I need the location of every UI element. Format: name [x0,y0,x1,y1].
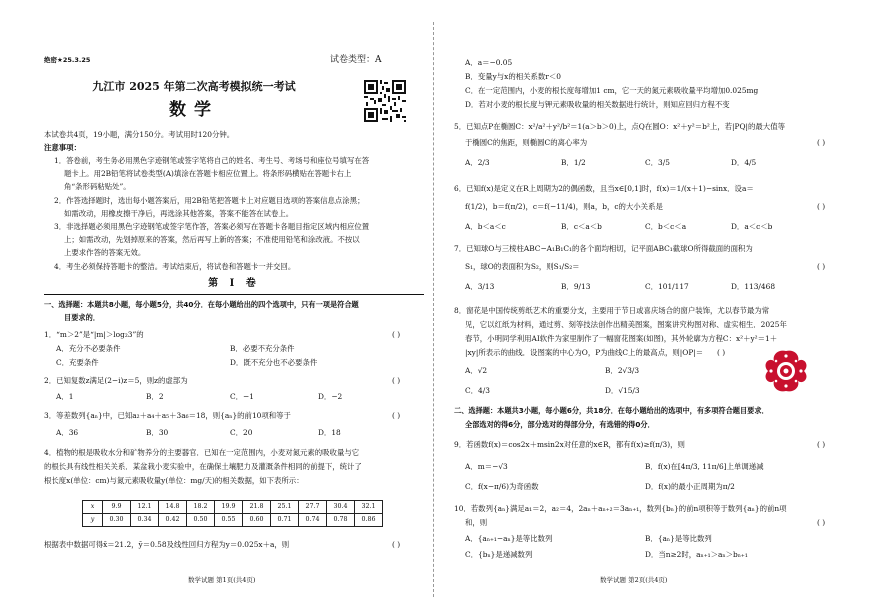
answer-paren: ( ) [817,440,826,449]
data-table [82,500,383,527]
question-6-option-a: A．b＜a＜c [465,222,506,231]
table-row-x [83,501,383,514]
question-3-option-c: C．20 [230,428,253,437]
table-header-y: y [83,514,103,527]
table-cell: 0.86 [355,514,383,527]
table-cell: 0.74 [299,514,327,527]
table-cell: 0.50 [187,514,215,527]
question-10-stem: 10．若数列{aₙ}满足a₁＝2，a₂＝4，2aₙ＋aₙ₊₂＝3aₙ₊₁，数列{bₙ}的前n项积等于数列{aₙ}的前n项 [454,504,787,513]
question-8-line: 见，它以红纸为材料，通过剪、刻等技法创作出精美图案，图案讲究构图对称、虚实相生．2025年 [465,320,787,329]
table-cell: 32.1 [355,501,383,514]
question-6-stem-cont: f(1/2)，b＝f(π/2)，c＝f(−11/4)，则a，b，c的大小关系是 [465,202,663,211]
table-cell: 30.4 [327,501,355,514]
question-1-option-d: D．既不充分也不必要条件 [230,358,318,367]
page-2 [435,0,870,615]
question-7-option-b: B．9/13 [561,282,591,291]
question-9-option-c: C．f(x−π/6)为奇函数 [465,482,539,491]
answer-paren: ( ) [817,138,826,147]
notice-line: 3．非选择题必须用黑色字迹钢笔或签字笔作答，答案必须写在答题卡各题目指定区域内相应位置 [54,222,370,231]
question-7-option-c: C．101/117 [645,282,689,291]
notice-line: 2．作答选择题时，选出每小题答案后，用2B铅笔把答题卡上对应题目选项的答案信息点涂黑； [54,196,365,205]
question-4-tail: 根据表中数据可得x̄＝21.2，ȳ＝0.58及线性回归方程为y＝0.025x＋a，则 [44,540,290,549]
table-cell: 0.60 [243,514,271,527]
intro-text: 本试卷共4页，19小题，满分150分。考试用时120分钟。 [44,130,235,139]
question-10-stem-cont: 和，则 [465,518,488,527]
notice-line: 上；如需改动，先划掉原来的答案，然后再写上新的答案；不准使用铅笔和涂改液。不按以 [64,235,360,244]
question-7-stem-cont: S₁，球O的表面积为S₂，则S₁/S₂＝ [465,262,580,271]
question-5-stem: 5．已知点P在椭圆C：x²/a²＋y²/b²＝1(a＞b＞0)上，点Q在圆O：x²＋y²＝b²上，若|PQ|的最大值等 [454,122,785,131]
answer-paren: ( ) [817,518,826,527]
table-cell: 25.1 [271,501,299,514]
notice-line: 上要求作答的答案无效。 [64,248,146,257]
question-7-stem: 7．已知球O与三棱柱ABC−A₁B₁C₁的各个面均相切，记平面ABC₁截球O所得截面的面积为 [454,244,753,253]
answer-paren: ( ) [717,348,726,357]
qr-code-icon [364,80,406,122]
subject-title: 数学 [169,100,219,120]
question-8-line: 8．窗花是中国传统剪纸艺术的重要分支，主要用于节日或喜庆场合的窗户装饰，尤以春节最为常 [454,306,770,315]
question-5-stem-cont: 于椭圆C的焦距，则椭圆C的离心率为 [465,138,588,147]
table-cell: 0.71 [271,514,299,527]
page-footer-right: 数学试题 第2页(共4页) [600,576,668,584]
question-4-option-d: D．若对小麦的根长度与钾元素吸收量的相关数据进行统计，则知应回归方程不变 [465,100,730,109]
table-cell: 19.9 [215,501,243,514]
table-cell: 0.78 [327,514,355,527]
question-8-option-b: B．2√3/3 [605,366,640,375]
question-1-stem: 1．“m＞2”是“|m|＞log₂3”的 [44,330,144,339]
question-10-option-b: B．{aₙ}是等比数列 [645,534,712,543]
question-8-option-a: A．√2 [465,366,488,375]
question-10-option-c: C．{bₙ}是递减数列 [465,550,533,559]
exam-title: 九江市 2025 年第二次高考模拟统一考试 [92,80,296,93]
question-1-option-b: B．必要不充分条件 [230,344,295,353]
question-8-option-d: D．√15/3 [605,386,640,395]
question-3-option-b: B．30 [146,428,169,437]
question-4-line: 的根长具有线性相关关系．某盆栽小麦实验中，在确保土壤肥力及灌溉条件相同的前提下，统计了 [44,462,362,471]
notice-line: 角“条形码粘贴处”。 [64,182,131,191]
question-8-line: |xy|所表示的曲线．设图案的中心为O，P为曲线C上的最高点，则|OP|＝ [465,348,704,357]
question-5-option-d: D．4/5 [731,158,757,167]
question-8-line: 春节，小明同学利用AI软件为家里制作了一幅窗花图案(如图)，其外轮廓为方程C：x²＋y²＝1＋ [465,334,778,343]
answer-paren: ( ) [392,540,401,549]
question-2-stem: 2．已知复数z满足(2−i)z＝5，则z的虚部为 [44,376,188,385]
question-3-option-a: A．36 [56,428,79,437]
question-9-option-b: B．f(x)在[4π/3, 11π/6]上单调递减 [645,462,764,471]
question-1-option-a: A．充分不必要条件 [56,344,121,353]
table-cell: 18.2 [187,501,215,514]
table-cell: 0.34 [131,514,159,527]
question-1-option-c: C．充要条件 [56,358,99,367]
question-9-option-d: D．f(x)的最小正周期为π/2 [645,482,735,491]
question-4-line: 4．植物的根是吸收水分和矿物养分的主要器官．已知在一定范围内，小麦对氮元素的吸收量与它 [44,448,360,457]
table-header-x: x [83,501,103,514]
question-9-option-a: A．m＝−√3 [465,462,508,471]
notice-line: 4．考生必须保持答题卡的整洁。考试结束后，将试卷和答题卡一并交回。 [54,262,296,271]
notice-line: 题卡上。用2B铅笔将试卷类型(A)填涂在答题卡相应位置上。将条形码横贴在答题卡右上 [64,169,352,178]
table-cell: 0.42 [159,514,187,527]
question-6-option-b: B．c＜a＜b [561,222,602,231]
section-1-heading: 一、选择题：本题共8小题，每小题5分，共40分．在每小题给出的四个选项中，只有一项是符合题 [44,300,359,309]
table-cell: 27.7 [299,501,327,514]
table-cell: 0.30 [103,514,131,527]
table-row-y [83,514,383,527]
table-cell: 14.8 [159,501,187,514]
question-9-stem: 9．若函数f(x)＝cos2x＋msin2x对任意的x∈R，都有f(x)≥f(π/3)，则 [454,440,685,449]
question-4-option-a: A．a＝−0.05 [465,58,513,67]
question-3-option-d: D．18 [318,428,341,437]
paper-type: 试卷类型：A [330,55,382,65]
question-7-option-d: D．113/468 [731,282,776,291]
question-4-line: 根长度x(单位：cm)与氮元素吸收量y(单位：mg/天)的相关数据，如下表所示： [44,476,304,485]
volume-heading: 第 I 卷 [208,278,260,289]
question-2-option-a: A．1 [56,392,74,401]
question-5-option-b: B．1/2 [561,158,586,167]
answer-paren: ( ) [392,411,401,420]
notice-line: 1．答卷前，考生务必用黑色字迹钢笔或签字笔将自己的姓名、考生号、考场号和座位号填写在答 [54,156,370,165]
section-1-heading-cont: 目要求的． [64,313,100,322]
table-cell: 0.55 [215,514,243,527]
table-cell: 21.8 [243,501,271,514]
question-4-option-b: B．变量y与x的相关系数r＜0 [465,72,561,81]
answer-paren: ( ) [817,262,826,271]
page-footer-left: 数学试题 第1页(共4页) [188,576,256,584]
question-5-option-a: A．2/3 [465,158,490,167]
window-flower-image [761,346,811,396]
question-2-option-d: D．−2 [318,392,343,401]
answer-paren: ( ) [392,376,401,385]
question-10-option-a: A．{aₙ₊₁−aₙ}是等比数列 [465,534,553,543]
answer-paren: ( ) [392,330,401,339]
question-5-option-c: C．3/5 [645,158,670,167]
section-rule [44,294,424,295]
question-6-option-c: C．b＜c＜a [645,222,687,231]
question-8-option-c: C．4/3 [465,386,490,395]
question-6-option-d: D．a＜c＜b [731,222,773,231]
table-cell: 12.1 [131,501,159,514]
question-2-option-b: B．2 [146,392,164,401]
section-2-heading-cont: 全部选对的得6分，部分选对的得部分分，有选错的得0分． [465,420,655,429]
question-10-option-d: D．当n≥2时，aₙ₊₁＞aₙ＞bₙ₊₁ [645,550,748,559]
answer-paren: ( ) [817,202,826,211]
notice-line: 如需改动，用橡皮擦干净后，再选涂其他答案，答案不能答在试卷上。 [64,209,294,218]
section-2-heading: 二、选择题：本题共3小题，每小题6分，共18分．在每小题给出的选项中，有多项符合题目要求． [454,406,769,415]
notice-heading: 注意事项： [44,143,81,152]
secret-label: 绝密★25.3.25 [44,56,91,64]
question-4-option-c: C．在一定范围内，小麦的根长度每增加1 cm，它一天的氮元素吸收量平均增加0.025mg [465,86,759,95]
question-6-stem: 6．已知f(x)是定义在R上周期为2的偶函数，且当x∈[0,1]时，f(x)＝1/(x＋1)−sinx．设a＝ [454,184,754,193]
question-2-option-c: C．−1 [230,392,254,401]
question-7-option-a: A．3/13 [465,282,495,291]
question-3-stem: 3．等差数列{aₙ}中，已知a₂＋a₄＋a₅＋3a₆＝18，则{aₙ}的前10项和等于 [44,411,291,420]
table-cell: 9.9 [103,501,131,514]
page-divider [433,22,434,597]
